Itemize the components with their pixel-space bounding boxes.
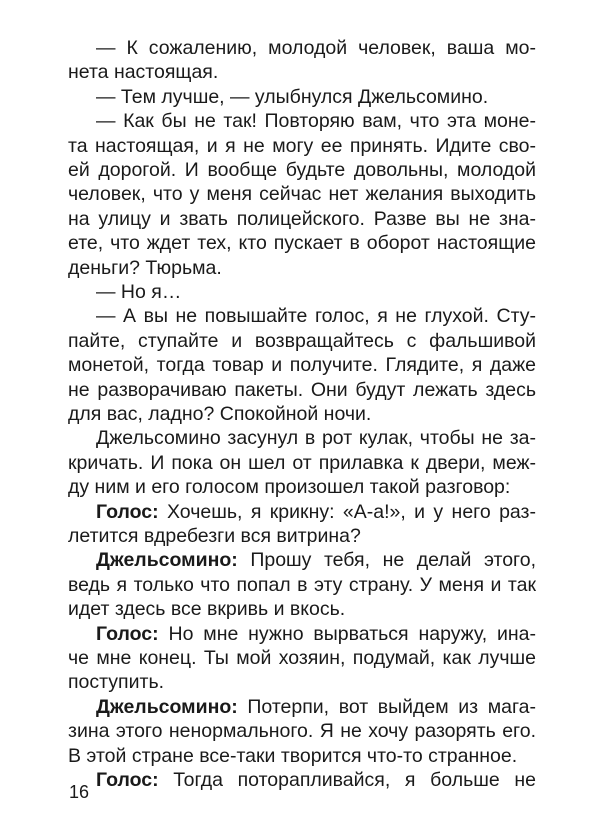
text-line: — Тем лучше, — улыбнулся Джельсомино. xyxy=(96,85,489,108)
text-line: зина этого ненормального. Я не хочу разорять его. xyxy=(68,720,536,743)
dialogue-line xyxy=(96,622,536,646)
text-line: Джельсомино засунул в рот кулак, чтобы не за- xyxy=(96,427,536,450)
dialogue-line xyxy=(96,695,536,719)
page-number: 16 xyxy=(69,782,90,802)
text-line: че мне конец. Ты мой хозяин, подумай, как лучше xyxy=(68,647,536,669)
text-line: поступить. xyxy=(68,671,165,694)
text-line: ей дорогой. И вообще будьте довольны, молодой xyxy=(68,159,536,181)
text-line: — Но я… xyxy=(96,281,182,303)
dialogue-text: Хочешь, я крикну: «А-а!», и у него раз- xyxy=(158,500,536,523)
text-line: нета настоящая. xyxy=(68,61,219,84)
dialogue-line xyxy=(96,548,536,572)
text-line: — К сожалению, молодой человек, ваша мо- xyxy=(96,37,536,59)
speaker-name: Голос: xyxy=(96,500,159,523)
text-line: пайте, ступайте и возвращайтесь с фальшивой xyxy=(68,329,536,352)
speaker-name: Джельсомино: xyxy=(96,695,238,718)
text-line: человек, что у меня сейчас нет желания выходить xyxy=(68,183,536,206)
text-line: ду ним и его голосом произошел такой разговор: xyxy=(68,476,511,499)
dialogue-text: Тогда поторапливайся, я больше не xyxy=(158,769,536,791)
speaker-name: Голос: xyxy=(96,769,159,791)
text-line: не разворачиваю пакеты. Они будут лежать здесь xyxy=(68,378,536,401)
text-line: ведь я только что попал в эту страну. У меня и так xyxy=(68,573,536,596)
text-line: монетой, тогда товар и получите. Глядите, я даже xyxy=(68,354,536,377)
text-line: та настоящая, и я не могу ее принять. Идите сво- xyxy=(68,134,536,157)
text-line: — А вы не повышайте голос, я не глухой. Сту- xyxy=(96,305,536,328)
speaker-name: Джельсомино: xyxy=(96,549,238,572)
text-line: для вас, ладно? Спокойной ночи. xyxy=(68,403,372,425)
speaker-name: Голос: xyxy=(96,622,159,645)
dialogue-line xyxy=(96,768,536,792)
dialogue-line xyxy=(96,500,536,524)
text-line: на улицу и звать полицейского. Разве вы не зна- xyxy=(68,207,536,230)
text-line: В этой стране все-таки творится что-то странное. xyxy=(68,744,518,767)
text-line: кричать. И пока он шел от прилавка к двери, меж- xyxy=(68,451,536,474)
dialogue-text: Потерпи, вот выйдем из мага- xyxy=(237,695,536,718)
text-line: деньги? Тюрьма. xyxy=(68,256,222,279)
text-line: — Как бы не так! Повторяю вам, что эта моне- xyxy=(96,110,536,133)
text-line: идет здесь все вкривь и вкось. xyxy=(68,598,346,621)
dialogue-text: Прошу тебя, не делай этого, xyxy=(237,549,536,572)
text-line: летится вдребезги вся витрина? xyxy=(68,525,361,547)
text-line: ете, что ждет тех, кто пускает в оборот настоящие xyxy=(68,232,536,255)
dialogue-text: Но мне нужно вырваться наружу, ина- xyxy=(158,622,536,645)
